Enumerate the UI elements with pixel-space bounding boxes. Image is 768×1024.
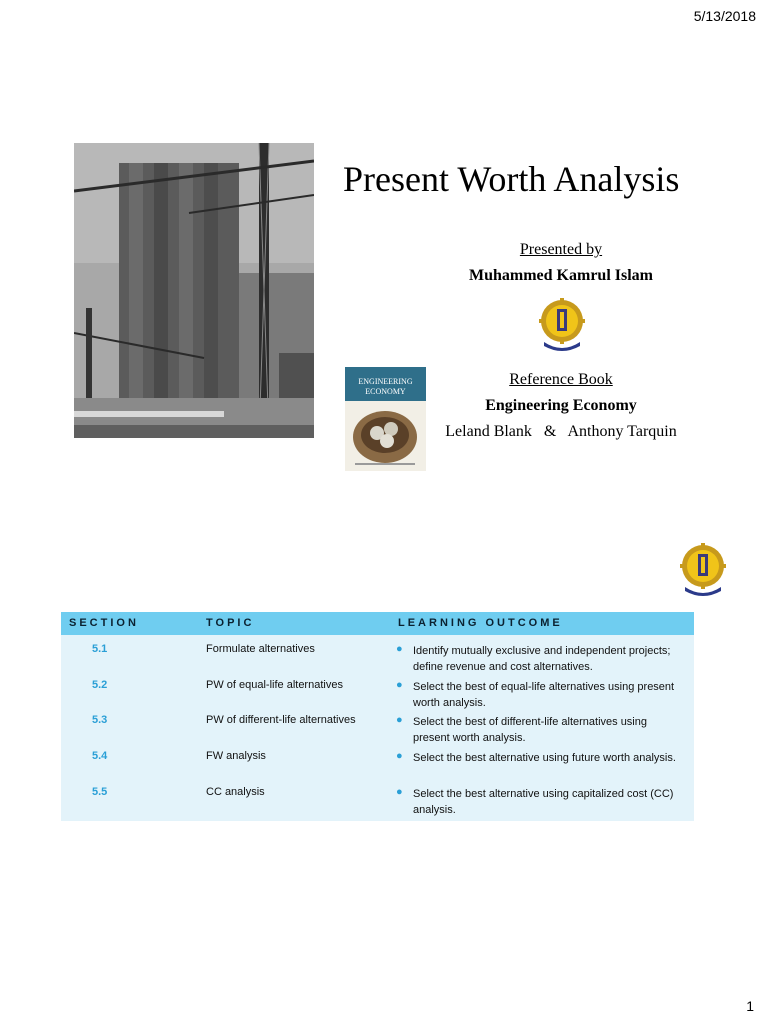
- header-topic: TOPIC: [206, 617, 255, 629]
- row-section: 5.5: [92, 786, 108, 798]
- bullet-icon: ●: [396, 679, 403, 691]
- row-outcome: Select the best alternative using capitalized cost (CC) analysis.: [413, 788, 674, 816]
- bullet-icon: ●: [396, 786, 403, 798]
- header-learning-outcome: LEARNING OUTCOME: [398, 617, 563, 629]
- university-logo-small: [680, 543, 726, 599]
- row-outcome: Select the best of different-life alternatives using present worth analysis.: [413, 716, 647, 744]
- book-cover-graphic: [345, 367, 426, 471]
- table-header: [61, 612, 694, 635]
- row-outcome: Select the best alternative using future worth analysis.: [413, 752, 676, 764]
- row-outcome: Select the best of equal-life alternatives using present worth analysis.: [413, 681, 675, 709]
- university-logo: [539, 298, 585, 354]
- slide-date: 5/13/2018: [693, 8, 756, 24]
- row-section: 5.4: [92, 750, 108, 762]
- row-outcome: Identify mutually exclusive and independent projects; define revenue and cost alternatives.: [413, 645, 671, 673]
- bullet-icon: ●: [396, 714, 403, 726]
- page-number: 1: [746, 998, 754, 1014]
- row-section: 5.3: [92, 714, 108, 726]
- gear-emblem-icon: [680, 543, 726, 599]
- reference-book-label: Reference Book: [509, 371, 613, 388]
- book-cover-text-1: ENGINEERING: [358, 377, 413, 386]
- row-topic: PW of equal-life alternatives: [206, 679, 343, 691]
- book-title: Engineering Economy: [485, 397, 637, 414]
- row-topic: FW analysis: [206, 750, 266, 762]
- row-topic: PW of different-life alternatives: [206, 714, 356, 726]
- bullet-icon: ●: [396, 750, 403, 762]
- header-section: SECTION: [69, 617, 139, 629]
- row-topic: Formulate alternatives: [206, 643, 315, 655]
- learning-outcomes-table: [61, 612, 694, 821]
- book-authors: Leland Blank & Anthony Tarquin: [445, 423, 677, 440]
- slide-title: Present Worth Analysis: [343, 159, 680, 199]
- gear-emblem-icon: [539, 298, 585, 354]
- presented-by-label: Presented by: [519, 241, 603, 258]
- book-cover-text-2: ECONOMY: [365, 387, 406, 396]
- bullet-icon: ●: [396, 643, 403, 655]
- row-section: 5.1: [92, 643, 108, 655]
- construction-photo: [74, 143, 314, 438]
- construction-photo-graphic: [74, 143, 314, 438]
- row-topic: CC analysis: [206, 786, 265, 798]
- book-cover: [345, 367, 426, 471]
- presenter-name: Muhammed Kamrul Islam: [469, 267, 653, 284]
- row-section: 5.2: [92, 679, 108, 691]
